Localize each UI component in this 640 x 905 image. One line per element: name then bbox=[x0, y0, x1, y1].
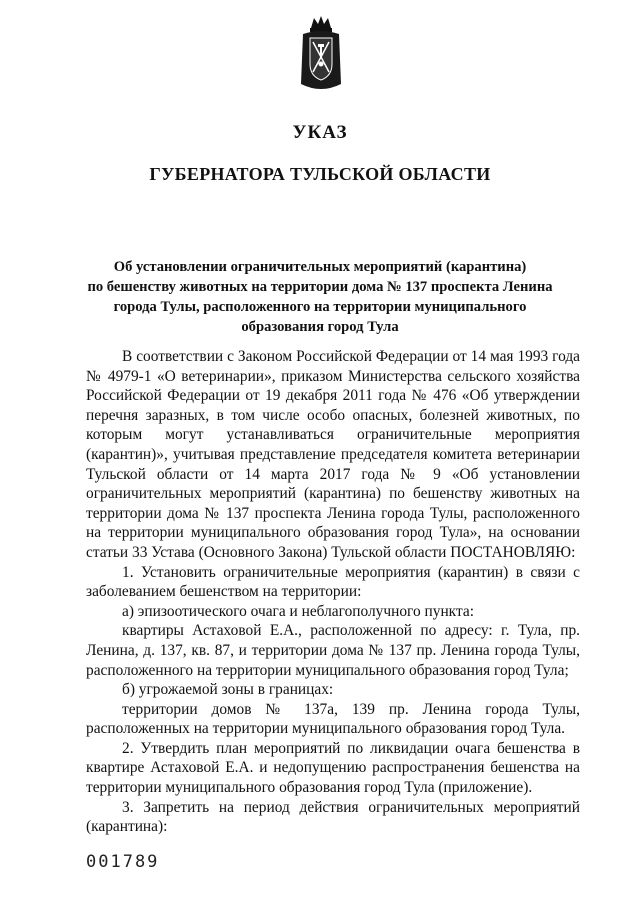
decree-subject bbox=[80, 257, 560, 337]
item-1b-label: б) угрожаемой зоны в границах: bbox=[122, 681, 334, 699]
item-2: 2. Утвердить план мероприятий по ликвидации очага бешенства в квартире Астаховой Е.А. и недопущению распространения бешенства на территории муниципального образования город Тула (приложение). bbox=[86, 739, 580, 797]
item-1: 1. Установить ограничительные мероприятия (карантин) в связи с заболеванием бешенством на территории: bbox=[86, 563, 580, 601]
decree-issuer: ГУБЕРНАТОРА ТУЛЬСКОЙ ОБЛАСТИ bbox=[149, 164, 491, 184]
subject-line: Об установлении ограничительных мероприятий (карантина) bbox=[113, 259, 527, 275]
item-1b-text: территории домов № 137а, 139 пр. Ленина города Тулы, расположенных на территории муниципального образования город Тула. bbox=[86, 700, 580, 738]
item-3: 3. Запретить на период действия ограничительных мероприятий (карантина): bbox=[86, 798, 580, 836]
coat-of-arms-icon bbox=[297, 14, 345, 94]
decree-body bbox=[86, 347, 580, 837]
subject-line: по бешенству животных на территории дома № 137 проспекта Ленина bbox=[87, 279, 553, 295]
subject-line: образования город Тула bbox=[241, 319, 399, 335]
preamble-paragraph: В соответствии с Законом Российской Федерации от 14 мая 1993 года № 4979-1 «О ветеринарии», приказом Министерства сельского хозяйства Российской Федерации от 19 декабря 2011 года № 476 «Об утверждении перечня заразных, в том числе особо опасных, болезней животных, по которым могут устанавливаться ограничительные мероприятия (карантин)», учитывая представление председателя комитета ветеринарии Тульской области от 14 марта 2017 года № 9 «Об установлении ограничительных мероприятий (карантина) по бешенству животных на территории дома № 137 проспекта Ленина города Тулы, расположенного на территории муниципального образования город Тула», на основании статьи 33 Устава (Основного Закона) Тульской области ПОСТАНОВЛЯЮ: bbox=[86, 348, 580, 561]
document-serial-number: 001789 bbox=[86, 852, 160, 872]
item-1a-label: а) эпизоотического очага и неблагополучного пункта: bbox=[122, 602, 474, 620]
decree-title: УКАЗ bbox=[292, 122, 348, 143]
subject-line: города Тулы, расположенного на территории муниципального bbox=[113, 299, 527, 315]
item-1a-text: квартиры Астаховой Е.А., расположенной по адресу: г. Тула, пр. Ленина, д. 137, кв. 87, и территории дома № 137 пр. Ленина города Тулы, расположенного на территории муниципального образования город Тула; bbox=[86, 622, 580, 679]
